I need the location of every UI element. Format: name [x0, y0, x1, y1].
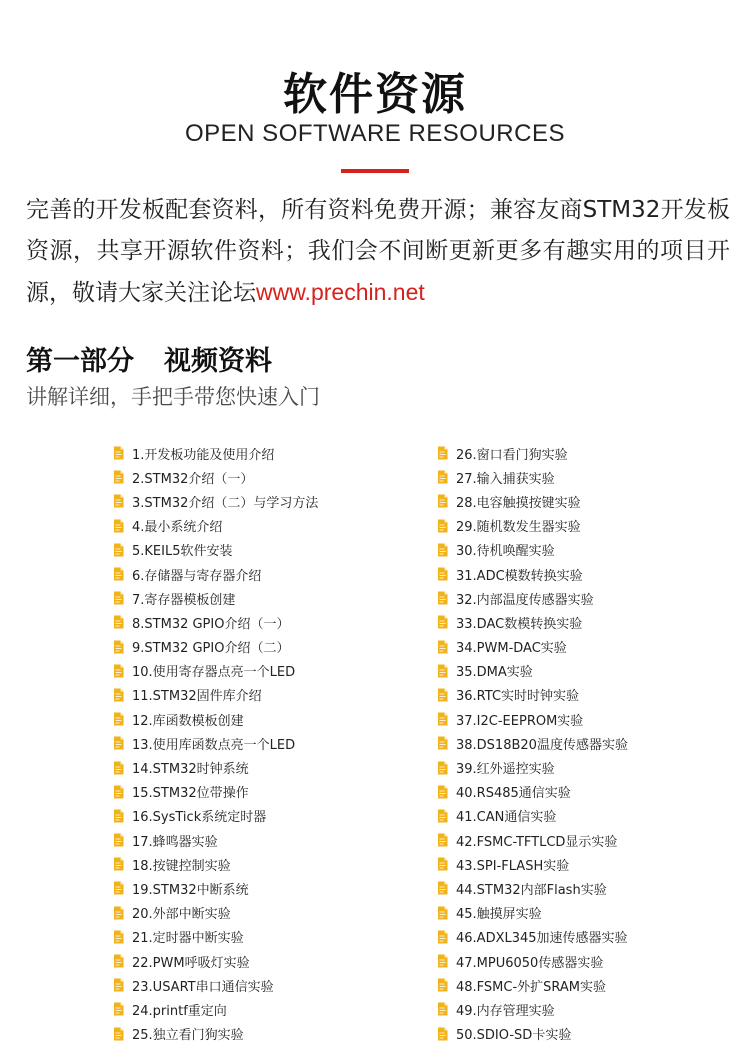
- video-file-icon: [437, 1027, 448, 1041]
- video-file-icon: [437, 688, 448, 702]
- video-list-item[interactable]: [113, 514, 433, 538]
- video-file-icon: [437, 1002, 448, 1016]
- section-part-label: 第一部分: [26, 346, 134, 377]
- video-title: 19.STM32中断系统: [132, 882, 249, 898]
- video-list-item[interactable]: [437, 876, 750, 900]
- video-title: 23.USART串口通信实验: [132, 979, 274, 995]
- video-file-icon: [437, 906, 448, 920]
- video-file-icon: [437, 736, 448, 750]
- video-title: 46.ADXL345加速传感器实验: [456, 931, 628, 947]
- video-title: 25.独立看门狗实验: [132, 1028, 244, 1044]
- video-file-icon: [437, 833, 448, 847]
- intro-text: 完善的开发板配套资料，所有资料免费开源；兼容友商STM32开发板资源，共享开源软件资料；我们会不间断更新更多有趣实用的项目开源，敬请大家关注论坛: [26, 197, 730, 306]
- video-list-item[interactable]: [437, 997, 750, 1021]
- video-list-item[interactable]: [437, 538, 750, 562]
- video-title: 22.PWM呼吸灯实验: [132, 955, 250, 971]
- video-list-item[interactable]: [113, 828, 433, 852]
- video-file-icon: [437, 640, 448, 654]
- video-list-item[interactable]: [437, 683, 750, 707]
- video-file-icon: [113, 978, 124, 992]
- video-title: 40.RS485通信实验: [456, 786, 571, 802]
- video-file-icon: [113, 688, 124, 702]
- video-file-icon: [113, 664, 124, 678]
- video-list-item[interactable]: [113, 1022, 433, 1046]
- video-title: 8.STM32 GPIO介绍（一）: [132, 616, 290, 632]
- video-title: 36.RTC实时时钟实验: [456, 689, 580, 705]
- video-file-icon: [437, 591, 448, 605]
- video-title: 3.STM32介绍（二）与学习方法: [132, 495, 319, 511]
- video-file-icon: [113, 930, 124, 944]
- video-file-icon: [437, 519, 448, 533]
- video-file-icon: [113, 1027, 124, 1041]
- video-file-icon: [437, 761, 448, 775]
- video-title: 41.CAN通信实验: [456, 810, 557, 826]
- section-title: [26, 339, 272, 378]
- video-list-item[interactable]: [113, 925, 433, 949]
- video-file-icon: [437, 615, 448, 629]
- video-file-icon: [437, 857, 448, 871]
- video-list-item[interactable]: [437, 441, 750, 465]
- video-file-icon: [113, 591, 124, 605]
- video-list-item[interactable]: [437, 707, 750, 731]
- video-list-item[interactable]: [113, 635, 433, 659]
- video-list-item[interactable]: [437, 925, 750, 949]
- video-title: 9.STM32 GPIO介绍（二）: [132, 641, 290, 657]
- video-file-icon: [113, 446, 124, 460]
- video-title: 27.输入捕获实验: [456, 471, 555, 487]
- video-title: 6.存储器与寄存器介绍: [132, 568, 262, 584]
- video-file-icon: [113, 809, 124, 823]
- video-list-item[interactable]: [113, 876, 433, 900]
- video-title: 21.定时器中断实验: [132, 931, 244, 947]
- video-file-icon: [437, 809, 448, 823]
- video-file-icon: [437, 470, 448, 484]
- video-title: 18.按键控制实验: [132, 858, 231, 874]
- video-file-icon: [113, 543, 124, 557]
- video-list-item[interactable]: [113, 610, 433, 634]
- video-title: 47.MPU6050传感器实验: [456, 955, 604, 971]
- video-list-item[interactable]: [113, 804, 433, 828]
- video-file-icon: [113, 906, 124, 920]
- video-list-item[interactable]: [113, 755, 433, 779]
- video-title: 12.库函数模板创建: [132, 713, 244, 729]
- video-title: 44.STM32内部Flash实验: [456, 882, 607, 898]
- video-list-item[interactable]: [113, 731, 433, 755]
- video-title: 4.最小系统介绍: [132, 520, 223, 536]
- video-file-icon: [113, 615, 124, 629]
- video-file-icon: [437, 881, 448, 895]
- video-list-item[interactable]: [113, 901, 433, 925]
- video-title: 11.STM32固件库介绍: [132, 689, 262, 705]
- video-title: 15.STM32位带操作: [132, 786, 249, 802]
- video-list-item[interactable]: [113, 538, 433, 562]
- video-list-item[interactable]: [113, 949, 433, 973]
- video-file-icon: [113, 1002, 124, 1016]
- video-file-icon: [437, 978, 448, 992]
- video-list-item[interactable]: [437, 780, 750, 804]
- video-list-item[interactable]: [437, 828, 750, 852]
- video-list-item[interactable]: [437, 949, 750, 973]
- video-file-icon: [113, 494, 124, 508]
- video-list-item[interactable]: [113, 586, 433, 610]
- video-file-icon: [113, 712, 124, 726]
- video-list-item[interactable]: [113, 659, 433, 683]
- video-list-item[interactable]: [437, 804, 750, 828]
- video-title: 38.DS18B20温度传感器实验: [456, 737, 628, 753]
- video-file-icon: [113, 833, 124, 847]
- video-file-icon: [437, 446, 448, 460]
- video-title: 13.使用库函数点亮一个LED: [132, 737, 296, 753]
- video-file-icon: [113, 640, 124, 654]
- video-file-icon: [113, 519, 124, 533]
- video-title: 33.DAC数模转换实验: [456, 616, 583, 632]
- video-list-right: [437, 441, 750, 1046]
- video-title: 1.开发板功能及使用介绍: [132, 447, 275, 463]
- video-list-item[interactable]: [113, 997, 433, 1021]
- video-list-item[interactable]: [113, 489, 433, 513]
- video-title: 42.FSMC-TFTLCD显示实验: [456, 834, 618, 850]
- video-list-item[interactable]: [113, 683, 433, 707]
- video-list-item[interactable]: [437, 659, 750, 683]
- video-file-icon: [437, 954, 448, 968]
- intro-paragraph: [26, 190, 730, 314]
- video-file-icon: [437, 785, 448, 799]
- video-title: 14.STM32时钟系统: [132, 762, 249, 778]
- video-title: 17.蜂鸣器实验: [132, 834, 218, 850]
- video-title: 10.使用寄存器点亮一个LED: [132, 665, 296, 681]
- video-title: 29.随机数发生器实验: [456, 520, 581, 536]
- video-file-icon: [113, 761, 124, 775]
- video-file-icon: [113, 857, 124, 871]
- video-title: 20.外部中断实验: [132, 907, 231, 923]
- video-title: 26.窗口看门狗实验: [456, 447, 568, 463]
- video-file-icon: [437, 664, 448, 678]
- forum-link[interactable]: www.prechin.net: [256, 279, 425, 305]
- page-title: 软件资源: [283, 69, 467, 120]
- video-list-item[interactable]: [113, 562, 433, 586]
- video-list-item[interactable]: [437, 901, 750, 925]
- video-list-item[interactable]: [437, 489, 750, 513]
- video-list-item[interactable]: [437, 731, 750, 755]
- video-list-item[interactable]: [113, 973, 433, 997]
- video-title: 28.电容触摸按键实验: [456, 495, 581, 511]
- video-file-icon: [113, 881, 124, 895]
- video-title: 49.内存管理实验: [456, 1003, 555, 1019]
- video-list-item[interactable]: [437, 1022, 750, 1046]
- video-title: 24.printf重定向: [132, 1003, 227, 1019]
- video-file-icon: [437, 930, 448, 944]
- video-title: 45.触摸屏实验: [456, 907, 542, 923]
- video-file-icon: [113, 470, 124, 484]
- video-title: 50.SDIO-SD卡实验: [456, 1028, 572, 1044]
- video-file-icon: [437, 543, 448, 557]
- video-title: 48.FSMC-外扩SRAM实验: [456, 979, 607, 995]
- video-list-item[interactable]: [113, 852, 433, 876]
- title-divider: [341, 169, 409, 173]
- video-list-item[interactable]: [437, 465, 750, 489]
- video-list-left: [113, 441, 433, 1046]
- video-list-item[interactable]: [437, 755, 750, 779]
- video-title: 43.SPI-FLASH实验: [456, 858, 570, 874]
- video-title: 16.SysTick系统定时器: [132, 810, 267, 826]
- section-name: 视频资料: [164, 346, 272, 377]
- video-title: 2.STM32介绍（一）: [132, 471, 254, 487]
- video-title: 39.红外遥控实验: [456, 762, 555, 778]
- video-title: 37.I2C-EEPROM实验: [456, 713, 584, 729]
- section-subtitle: 讲解详细，手把手带您快速入门: [26, 385, 320, 409]
- video-list-item[interactable]: [437, 635, 750, 659]
- video-list-item[interactable]: [437, 973, 750, 997]
- video-list-item[interactable]: [437, 562, 750, 586]
- video-file-icon: [113, 567, 124, 581]
- video-list-item[interactable]: [113, 441, 433, 465]
- video-file-icon: [113, 736, 124, 750]
- video-title: 5.KEIL5软件安装: [132, 544, 233, 560]
- video-list-item[interactable]: [437, 514, 750, 538]
- page-subtitle-en: OPEN SOFTWARE RESOURCES: [185, 120, 565, 147]
- video-file-icon: [437, 494, 448, 508]
- video-file-icon: [437, 567, 448, 581]
- video-title: 34.PWM-DAC实验: [456, 641, 567, 657]
- video-file-icon: [437, 712, 448, 726]
- video-title: 30.待机唤醒实验: [456, 544, 555, 560]
- video-list-item[interactable]: [113, 465, 433, 489]
- video-file-icon: [113, 785, 124, 799]
- video-title: 31.ADC模数转换实验: [456, 568, 583, 584]
- video-title: 32.内部温度传感器实验: [456, 592, 594, 608]
- video-list-item[interactable]: [113, 780, 433, 804]
- video-file-icon: [113, 954, 124, 968]
- video-list-item[interactable]: [437, 610, 750, 634]
- video-list-item[interactable]: [113, 707, 433, 731]
- video-list-item[interactable]: [437, 586, 750, 610]
- video-list-item[interactable]: [437, 852, 750, 876]
- video-title: 35.DMA实验: [456, 665, 533, 681]
- video-title: 7.寄存器模板创建: [132, 592, 236, 608]
